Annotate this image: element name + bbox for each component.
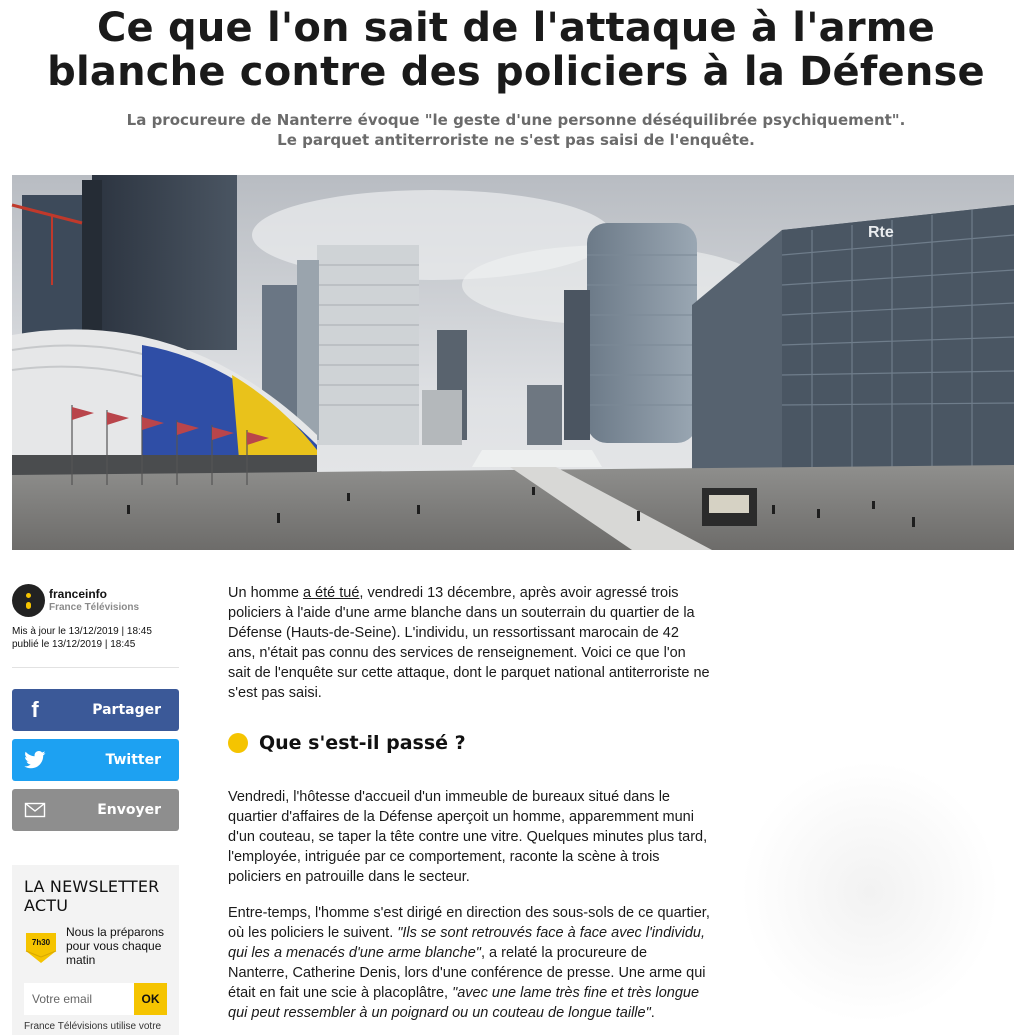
share-email-label: Envoyer — [97, 802, 161, 818]
newsletter-form — [24, 983, 167, 1015]
article-title — [0, 6, 1032, 94]
round-glass-tower — [587, 223, 697, 443]
share-email-button[interactable] — [12, 789, 179, 831]
newsletter-box — [12, 865, 179, 1035]
article-standfirst — [0, 110, 1032, 150]
intro-text-start: Un homme — [228, 585, 303, 601]
para3-quote-1: "Ils se sont retrouvés face à face avec l'individu, qui les a menacés d'une arme blanche" — [228, 925, 705, 961]
newsletter-description: Nous la préparons pour vous chaque matin — [66, 925, 165, 967]
right-column-placeholder — [740, 760, 1000, 1024]
share-facebook-label: Partager — [92, 702, 161, 718]
article-title-line2: blanche contre des policiers à la Défense — [47, 49, 985, 95]
updated-date: Mis à jour le 13/12/2019 | 18:45 — [12, 626, 152, 637]
article-title-line1: Ce que l'on sait de l'attaque à l'arme — [96, 5, 935, 51]
published-date: publié le 13/12/2019 | 18:45 — [12, 639, 136, 650]
newsletter-badge-text: 7h30 — [31, 938, 51, 947]
article-body — [228, 583, 710, 1023]
newsletter-title-line1: LA NEWSLETTER — [24, 877, 160, 896]
para3-quote-2: "avec une lame très fine et très longue qui peut ressembler à un poignard ou un couteau de longue taille" — [228, 985, 700, 1021]
facebook-icon: f — [31, 697, 39, 722]
article-dates — [12, 625, 179, 651]
byline — [12, 583, 179, 617]
plaza — [12, 465, 1014, 550]
section-heading-text: Que s'est-il passé ? — [259, 732, 466, 754]
newsletter-submit-button[interactable]: OK — [134, 983, 167, 1015]
section-heading — [228, 731, 710, 755]
hero-illustration — [12, 175, 1014, 550]
franceinfo-logo-icon[interactable] — [12, 584, 45, 617]
para3-text-a: Entre-temps, l'homme s'est dirigé en direction des sous-sols de ce quartier, où les policiers le suivent. — [228, 905, 710, 941]
dark-tower-left — [92, 175, 237, 350]
building-sign: Rte — [868, 224, 894, 241]
byline-brand[interactable]: franceinfo — [49, 586, 108, 601]
newsletter-title — [24, 877, 167, 915]
byline-sub: France Télévisions — [49, 601, 140, 613]
article-paragraph-3 — [228, 903, 710, 1023]
article-intro — [228, 583, 710, 703]
newsletter-footer: France Télévisions utilise votre — [24, 1021, 162, 1032]
standfirst-line2: Le parquet antiterroriste ne s'est pas saisi de l'enquête. — [277, 131, 755, 149]
para3-text-c: . — [650, 1005, 655, 1021]
share-twitter-button[interactable] — [12, 739, 179, 781]
intro-link[interactable]: a été tué — [302, 585, 360, 601]
newsletter-title-line2: ACTU — [24, 896, 69, 915]
envelope-icon — [24, 799, 46, 821]
standfirst-line1: La procureure de Nanterre évoque "le geste d'une personne déséquilibrée psychiquement". — [126, 111, 906, 129]
hero-image — [12, 175, 1014, 550]
section-bullet-icon — [228, 733, 248, 753]
article-sidebar — [12, 583, 179, 1035]
share-facebook-button[interactable] — [12, 689, 179, 731]
newsletter-email-input[interactable] — [24, 983, 134, 1015]
para3-text-b: , a relaté la procureure de Nanterre, Catherine Denis, lors d'une conférence de presse. Une arme qui était en fait une scie à placoplâtre, — [228, 945, 706, 1001]
twitter-icon — [24, 749, 46, 771]
intro-text-end: , vendredi 13 décembre, après avoir agressé trois policiers à l'aide d'une arme blanche dans un souterrain du quartier de la Défense (Hauts-de-Seine). L'individu, un ressortissant marocain de 42 ans, n'était pas connu des services de renseignement. Voici ce que l'on sait de l'enquête sur cette attaque, dont le parquet national antiterroriste ne s'est pas saisi. — [228, 585, 710, 701]
newsletter-badge-icon — [24, 925, 58, 969]
share-twitter-label: Twitter — [105, 752, 161, 768]
article-paragraph-2: Vendredi, l'hôtesse d'accueil d'un immeuble de bureaux situé dans le quartier d'affaires de la Défense aperçoit un homme, apparemment muni d'un couteau, se taper la tête contre une vitre. Quelques minutes plus tard, l'employée, intriguée par ce comportement, raconte la scène à trois policiers en patrouille dans le secteur. — [228, 789, 708, 885]
sidebar-divider — [12, 667, 179, 668]
